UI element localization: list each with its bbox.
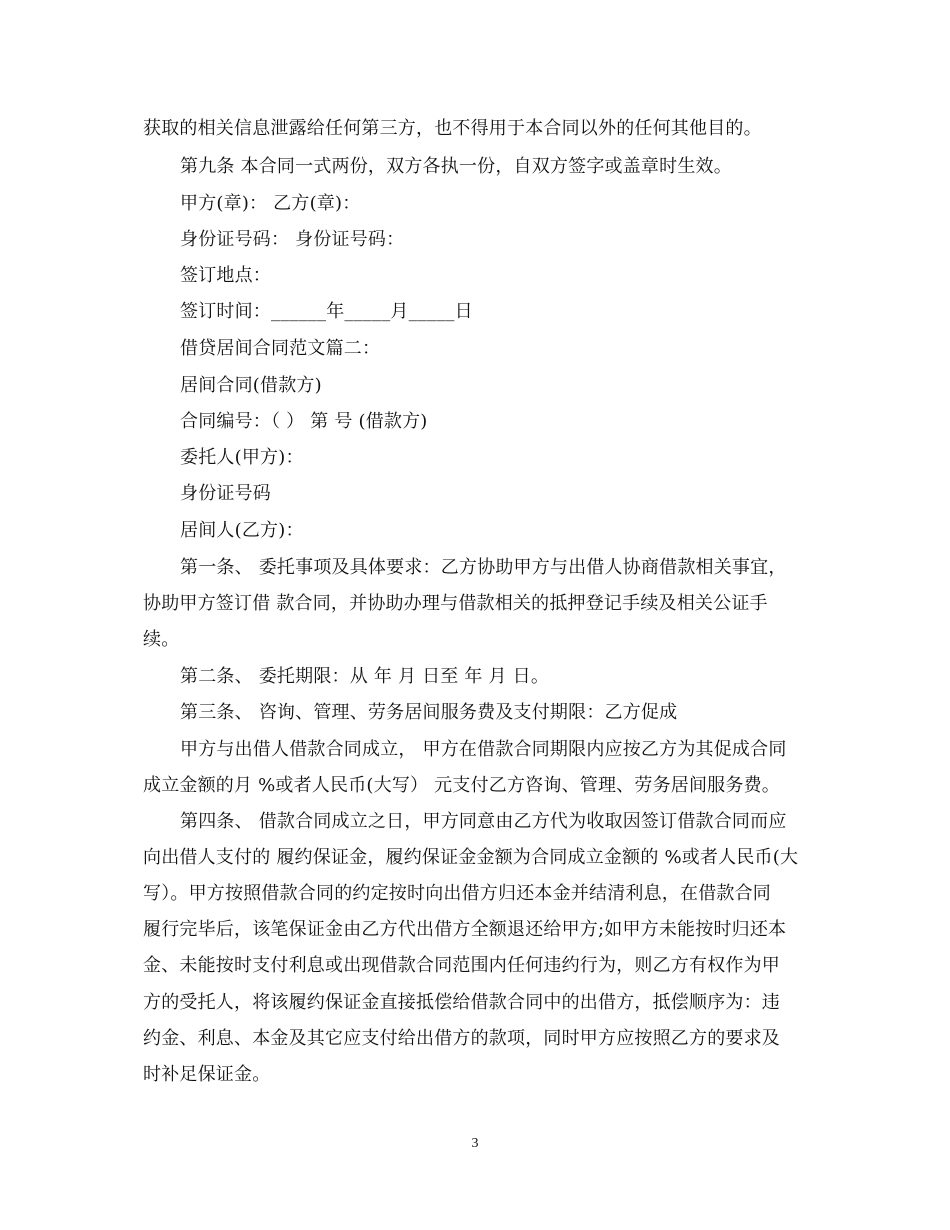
text-line: 身份证号码 (180, 483, 271, 504)
text-line: 甲方与出借人借款合同成立， 甲方在借款合同期限内应按乙方为其促成合同 (180, 739, 787, 760)
contract-title: 居间合同(借款方) (180, 375, 322, 396)
text-line: 第四条、 借款合同成立之日，甲方同意由乙方代为收取因签订借款合同而应 (180, 811, 787, 832)
text-line: 续。 (143, 629, 180, 650)
text-line: 委托人(甲方)： (180, 447, 304, 468)
text-line: 金、未能按时支付利息或出现借款合同范围内任何违约行为，则乙方有权作为甲 (143, 955, 780, 976)
text-line: 居间人(乙方)： (180, 520, 304, 541)
text-line: 甲方(章)： 乙方(章)： (180, 193, 361, 214)
text-line: 签订地点： (180, 265, 271, 286)
text-line: 获取的相关信息泄露给任何第三方，也不得用于本合同以外的任何其他目的。 (143, 118, 762, 139)
text-line: 身份证号码： 身份证号码： (180, 229, 405, 250)
text-line: 约金、利息、本金及其它应支付给出借方的款项，同时甲方应按照乙方的要求及 (143, 1028, 780, 1049)
text-line: 合同编号：（ ） 第 号 (借款方) (180, 411, 428, 432)
section-heading: 借贷居间合同范文篇二： (180, 338, 381, 359)
text-line: 协助甲方签订借 款合同，并协助办理与借款相关的抵押登记手续及相关公证手 (143, 593, 768, 614)
text-line: 第二条、 委托期限：从 年 月 日至 年 月 日。 (180, 666, 550, 687)
text-line: 第九条 本合同一式两份，双方各执一份，自双方签字或盖章时生效。 (180, 156, 732, 177)
text-line: 时补足保证金。 (143, 1064, 271, 1085)
text-line: 签订时间：______年_____月_____日 (180, 301, 473, 322)
text-line: 成立金额的月 %或者人民币(大写） 元支付乙方咨询、管理、劳务居间服务费。 (143, 775, 780, 796)
text-line: 写）。甲方按照借款合同的约定按时向出借方归还本金并结清利息，在借款合同 (143, 883, 771, 904)
text-line: 履行完毕后，该笔保证金由乙方代出借方全额退还给甲方;如甲方未能按时归还本 (143, 919, 787, 940)
text-line: 第一条、 委托事项及具体要求：乙方协助甲方与出借人协商借款相关事宜， (180, 557, 787, 578)
text-line: 第三条、 咨询、管理、劳务居间服务费及支付期限：乙方促成 (180, 702, 678, 723)
page-number: 3 (471, 1136, 479, 1151)
text-line: 向出借人支付的 履约保证金，履约保证金金额为合同成立金额的 %或者人民币(大 (143, 847, 799, 868)
text-line: 方的受托人，将该履约保证金直接抵偿给借款合同中的出借方，抵偿顺序为：违 (143, 992, 780, 1013)
